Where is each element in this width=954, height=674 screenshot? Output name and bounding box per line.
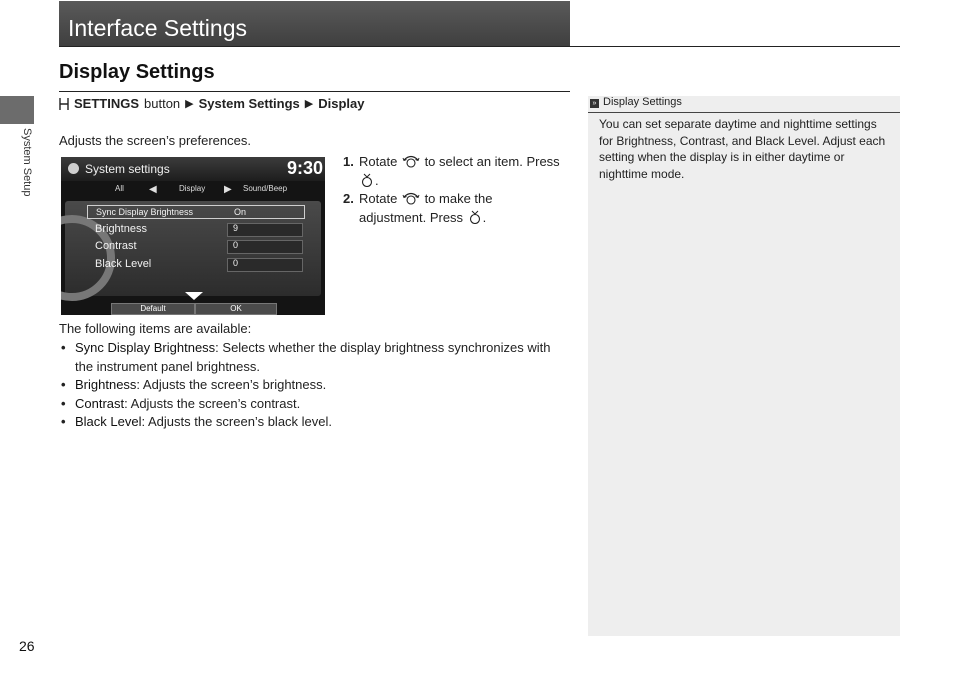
step-number: 2. (343, 191, 354, 206)
screen-row-label: Black Level (95, 258, 152, 270)
screen-row-value-box (227, 240, 303, 254)
item-term: Black Level (75, 414, 142, 429)
section-title: Display Settings (59, 61, 215, 83)
note-term: Brightness (616, 133, 674, 148)
side-tab-marker (0, 96, 34, 124)
press-knob-icon (467, 210, 483, 224)
screen-row-label: Sync Display Brightness (96, 207, 194, 217)
step-text-part: Rotate (359, 154, 398, 169)
list-item: • Sync Display Brightness: Selects whether the display brightness synchronizes with the instrument panel brightness. (61, 340, 551, 374)
step-text-part: . (482, 210, 487, 225)
step-text-part: to select an item. Press (424, 154, 560, 169)
step-text (359, 152, 560, 171)
section-divider (59, 91, 570, 92)
screen-title: System settings (85, 162, 170, 176)
item-term: Sync Display Brightness (75, 340, 216, 355)
step-text (359, 189, 493, 208)
screen-tab-all: All (115, 184, 124, 193)
right-arrow-icon: ▶ (224, 184, 232, 195)
screen-default-button: Default (111, 303, 195, 315)
rotate-knob-icon (401, 191, 421, 205)
step-text-part: to make the (424, 191, 493, 206)
note-text-part: You can set separate daytime and nighttime settings for (599, 117, 877, 148)
screen-tab-sound: Sound/Beep (243, 184, 288, 193)
list-item: • Black Level: Adjusts the screen’s black level. (61, 414, 333, 429)
scroll-down-icon (185, 292, 203, 300)
note-text-part: , and (725, 133, 756, 148)
side-tab-label: System Setup (21, 128, 33, 197)
step-text-part: Rotate (359, 191, 398, 206)
screen-tabs (99, 184, 309, 198)
items-list (59, 339, 569, 432)
step-1 (343, 152, 573, 192)
step-text-part: adjustment. Press (359, 210, 464, 225)
screen-row-brightness (87, 223, 305, 237)
breadcrumb-arrow-icon: ▶ (304, 98, 314, 110)
press-knob-icon (359, 173, 375, 187)
screen-row-value-box (227, 258, 303, 272)
rotate-knob-icon (401, 154, 421, 168)
breadcrumb-system-settings: System Settings (198, 96, 300, 111)
left-arrow-icon: ◀ (149, 184, 157, 195)
note-body (599, 116, 891, 182)
screen-row-value: 9 (233, 223, 239, 233)
system-settings-screen-image (61, 157, 325, 315)
note-term: Contrast (679, 133, 726, 148)
screen-row-contrast (87, 240, 305, 254)
screen-row-value: 0 (233, 258, 239, 268)
item-desc: : Adjusts the screen’s brightness. (136, 377, 327, 392)
note-text-part: . Adjust each setting when the display is in either daytime or nighttime mode. (599, 133, 886, 181)
note-divider (588, 112, 900, 113)
item-desc: : Adjusts the screen’s contrast. (124, 395, 301, 411)
note-sidebar (588, 96, 900, 636)
screen-row-value: On (234, 207, 247, 217)
header-divider (59, 46, 900, 47)
page-title: Interface Settings (68, 15, 247, 41)
item-term: Contrast (75, 395, 125, 411)
breadcrumb-settings: SETTINGS (74, 96, 140, 111)
step-text-line2 (359, 171, 379, 190)
step-2 (343, 189, 573, 229)
screen-row-label: Contrast (95, 240, 137, 252)
step-text-line2 (359, 208, 486, 227)
breadcrumb-display: Display (318, 96, 365, 111)
screen-ok-button: OK (195, 303, 277, 315)
home-icon (59, 97, 69, 111)
available-intro: The following items are available: (59, 321, 252, 336)
screen-tab-display: Display (179, 184, 206, 193)
step-text-part: . (375, 173, 379, 188)
breadcrumb (59, 96, 365, 111)
breadcrumb-button-word: button (144, 96, 181, 111)
list-item: • Contrast: Adjusts the screen’s contrast. (61, 395, 301, 411)
note-heading (590, 96, 682, 108)
intro-text: Adjusts the screen’s preferences. (59, 133, 251, 148)
note-text-part: , (673, 133, 680, 148)
note-term: Black Level (755, 133, 817, 148)
item-desc: : Selects whether the display brightness synchronizes with the instrument panel brightness. (75, 340, 551, 374)
item-term: Brightness (75, 377, 137, 392)
screen-row-value-box (227, 223, 303, 237)
note-heading-text: Display Settings (603, 96, 682, 108)
breadcrumb-arrow-icon: ▶ (185, 98, 194, 110)
screen-row-label: Brightness (95, 223, 147, 235)
screen-clock: 9:30 (286, 158, 323, 178)
screen-row-value: 0 (233, 240, 239, 250)
step-number: 1. (343, 154, 354, 169)
page-number: 26 (19, 638, 35, 654)
screen-row-black-level (87, 258, 305, 272)
gear-icon (68, 163, 79, 174)
item-desc: : Adjusts the screen’s black level. (141, 414, 333, 429)
screen-row-sync (87, 205, 305, 219)
note-marker-icon: » (590, 99, 599, 108)
list-item: • Brightness: Adjusts the screen’s brightness. (61, 377, 327, 392)
